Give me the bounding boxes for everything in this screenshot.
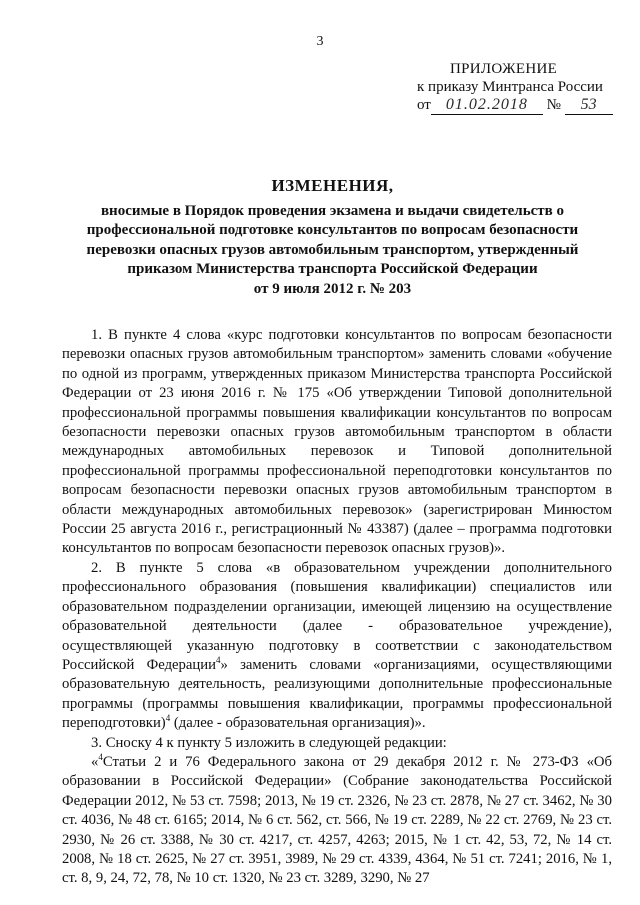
document-heading: [60, 176, 605, 299]
appendix-order-ref: к приказу Минтранса России: [417, 79, 603, 95]
appendix-block: [412, 60, 622, 115]
paragraph-2-text-c: (далее - образовательная организация)».: [170, 715, 426, 732]
paragraph-4: [62, 753, 612, 889]
heading-title: ИЗМЕНЕНИЯ,: [271, 176, 394, 195]
appendix-from-label: от: [417, 97, 431, 113]
page-number: 3: [316, 34, 324, 49]
appendix-number-label: №: [546, 97, 561, 113]
paragraph-2-text-a: 2. В пункте 5 слова «в образовательном учреждении дополнительного профессионального образования (повышения квалификации) специалистов или образовательном подразделении организации, имеющей лицензию на осуществление образовательной деятельности (далее - образовательное учреждение), осуществляющей указанную подготовку в соответствии с законодательством Российской Федерации: [62, 559, 612, 673]
handwritten-date: 01.02.2018: [431, 96, 543, 115]
paragraph-2-text-b: » заменить словами «организациями, осуществляющими образовательную деятельность, реализующими дополнительные профессиональные программы (программы повышения квалификации, программы профессиональной переподготовки): [62, 656, 612, 732]
appendix-date-number-line: [412, 96, 622, 115]
heading-line: перевозки опасных грузов автомобильным транспортом, утвержденный: [86, 241, 579, 258]
heading-line: приказом Министерства транспорта Российской Федерации: [127, 261, 538, 277]
paragraph-2: [62, 559, 612, 734]
footnote-marker: 4: [98, 752, 103, 763]
footnote-marker: 4: [216, 655, 221, 666]
appendix-title: ПРИЛОЖЕНИЕ: [450, 61, 558, 77]
footnote-marker: 4: [165, 713, 171, 724]
heading-line: профессиональной подготовке консультантов по вопросам безопасности: [86, 222, 579, 238]
document-body: [62, 326, 612, 889]
paragraph-4-text: Статьи 2 и 76 Федерального закона от 29 декабря 2012 г. № 273-ФЗ «Об образовании в Российской Федерации» (Собрание законодательства Российской Федерации 2012, № 53 ст. 7598; 2013, № 19 ст. 2326, № 23 ст. 2878, № 27 ст. 3462, № 30 ст. 4036, № 48 ст. 6165; 2014, № 6 ст. 562, ст. 566, № 19 ст. 2289, № 22 ст. 2769, № 23 ст. 2930, № 26 ст. 3388, № 30 ст. 4217, ст. 4257, 4263; 2015, № 1 ст. 42, 53, 72, № 14 ст. 2008, № 18 ст. 2625, № 27 ст. 3951, 3989, № 29 ст. 4339, 4364, № 51 ст. 7241; 2016, № 1, ст. 8, 9, 24, 72, 78, № 10 ст. 1320, № 23 ст. 3289, 3290, № 27: [62, 753, 612, 887]
heading-line: вносимые в Порядок проведения экзамена и выдачи свидетельств о: [100, 202, 565, 219]
paragraph-1: 1. В пункте 4 слова «курс подготовки консультантов по вопросам безопасности перевозки опасных грузов автомобильным транспортом» заменить словами «обучение по одной из программ, утвержденных приказом Министерства транспорта Российской Федерации от 23 июня 2016 г. № 175 «Об утверждении Типовой дополнительной профессиональной программы повышения квалификации консультантов по вопросам безопасности перевозки опасных грузов автомобильным транспортом в области международных автомобильных перевозок и Типовой дополнительной профессиональной программы профессиональной переподготовки консультантов по вопросам безопасности перевозки опасных грузов автомобильным транспортом в области международных автомобильных перевозок» (зарегистрирован Минюстом России 25 августа 2016 г., регистрационный № 43387) (далее – программа подготовки консультантов по вопросам безопасности перевозок опасных грузов)».: [62, 327, 612, 557]
handwritten-number: 53: [565, 96, 613, 115]
paragraph-3: 3. Сноску 4 к пункту 5 изложить в следующей редакции:: [91, 734, 447, 751]
paragraph-4-quote-open: «: [91, 753, 99, 770]
heading-line: от 9 июля 2012 г. № 203: [253, 280, 412, 297]
